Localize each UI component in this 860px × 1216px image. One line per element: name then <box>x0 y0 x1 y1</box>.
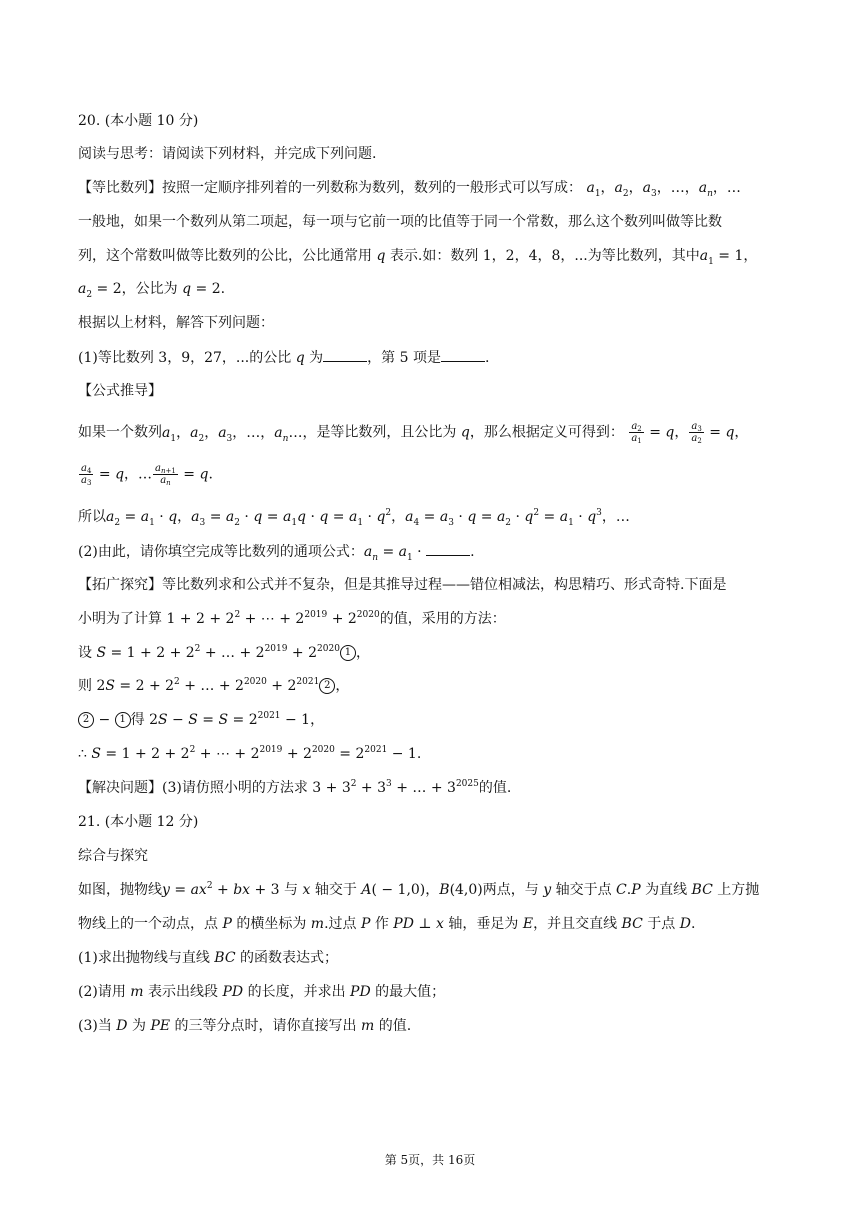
q21-header: 21. (本小题 12 分) <box>78 814 199 830</box>
q21-text-2c: .过点 <box>324 916 357 932</box>
ext-text-2b: 的值，采用的方法： <box>379 611 506 627</box>
ext-text-1: 等比数列求和公式并不复杂，但是其推导过程——错位相减法，构思精巧、形式奇特.下面是 <box>162 577 727 593</box>
answer-blank-ratio[interactable] <box>323 347 367 362</box>
formula-line-2: $\frac{a_4}{a_3}$ = q，… $\frac{a_{n+1}}{a_n}$ = q. <box>81 463 213 487</box>
section-title-formula: 【公式推导】 <box>78 383 162 399</box>
circled-1b: 1 <box>115 712 131 728</box>
formula-text-c: ，那么根据定义可得到： <box>469 424 624 441</box>
geo-def-line-1 <box>78 178 741 198</box>
q21-text-1g: 上方抛 <box>717 882 760 898</box>
q20-part1-text-b: 为 <box>309 350 324 366</box>
q21-part3-text-a: (3)当 <box>78 1018 112 1034</box>
circled-2: 2 <box>319 678 335 694</box>
geo-text-1: 按照一定顺序排列着的一列数称为数列，数列的一般形式可以写成： <box>162 180 582 196</box>
circled-1: 1 <box>340 645 356 661</box>
q21-text-2a: 物线上的一个动点，点 <box>78 916 218 932</box>
then-line: 则 $2S = 2 + 2^2$ + … + $2^{2020} + 2^{2021}$ 2 ， <box>78 677 350 694</box>
sequence-general-form: $a_1$，$a_2$，$a_3$，…，$a_n$，… <box>586 180 741 199</box>
then-prefix: 则 <box>78 678 92 694</box>
q21-text-2g: 于点 <box>647 916 676 932</box>
q21-part3-text-d: 的值. <box>378 1018 412 1034</box>
q21-text-1a: 如图，抛物线 <box>78 882 162 898</box>
q20-header: 20. (本小题 10 分) <box>78 113 199 129</box>
formula-line-1: 如果一个数列$a_1$，$a_2$，$a_3$，…，$a_n\dots$，是等比数列，且公比为 q，那么根据定义可得到： $\frac{a_2}{a_1}$ = q， $\frac{a_3}{a_2}$ = q， <box>78 421 749 445</box>
q20-part3-text-b: 的值. <box>478 780 512 796</box>
geo-text-3b: 表示.如：数列 1，2，4，8，...为等比数列，其中 <box>389 248 700 264</box>
q20-part3: 【解决问题】(3)请仿照小明的方法求 $3 + 3^2 + 3^3$ + … + $3^{2025}$的值. <box>78 779 512 796</box>
q21-line-1: 如图，抛物线$y = ax^2$ + bx + 3 与 x 轴交于 A( − 1,0)，B(4,0)两点，与 y 轴交于点 C.P 为直线 BC 上方抛 <box>78 881 760 898</box>
page-footer: 第 5页，共 16页 <box>384 1153 476 1167</box>
q20-part3-text-a: (3)请仿照小明的方法求 <box>162 780 308 796</box>
circled-2b: 2 <box>78 712 94 728</box>
let-line: 设 $S = 1 + 2 + 2^2$ + … + $2^{2019} + 2^{2020}$ 1 ， <box>78 644 370 661</box>
formula-text-b: 是等比数列，且公比为 <box>316 424 457 441</box>
q21-text-1c: 轴交于 <box>314 882 357 898</box>
q21-text-1f: 为直线 <box>645 882 688 898</box>
q21-text-1b: 与 <box>284 882 299 898</box>
q20-part2-text: (2)由此，请你填空完成等比数列的通项公式： <box>78 544 364 560</box>
q20-intro: 阅读与思考：请阅读下列材料，并完成下列问题. <box>78 146 377 162</box>
q20-part1-text-c: ，第 5 项是 <box>367 350 441 366</box>
q21-text-2f: ，并且交直线 <box>533 916 618 932</box>
geo-def-line-2: 一般地，如果一个数列从第二项起，每一项与它前一项的比值等于同一个常数，那么这个数列叫做等比数 <box>78 214 722 230</box>
formula-text-a: 如果一个数列 <box>78 424 162 441</box>
ext-line-2: 小明为了计算 $1 + 2 + 2^2$ + ⋯ + $2^{2019} + 2^{2020}$的值，采用的方法： <box>78 610 506 627</box>
q21-part2: (2)请用 m 表示出线段 PD 的长度，并求出 PD 的最大值； <box>78 984 446 1000</box>
q21-text-2b: 的横坐标为 <box>236 916 307 932</box>
q21-part3-text-b: 为 <box>131 1018 146 1034</box>
q21-part3: (3)当 D 为 PE 的三等分点时，请你直接写出 m 的值. <box>78 1018 412 1034</box>
answer-blank-fifth-term[interactable] <box>441 347 485 362</box>
q21-part3-text-c: 的三等分点时，请你直接写出 <box>174 1018 357 1034</box>
q21-text-2d: 作 <box>374 916 389 932</box>
q20-part1: (1)等比数列 3，9，27，...的公比 q 为 ，第 5 项是 . <box>78 347 489 368</box>
so-prefix: 所以 <box>78 509 106 525</box>
q21-part1: (1)求出抛物线与直线 BC 的函数表达式； <box>78 950 339 966</box>
geo-def-line-4: $a_2 = 2$，公比为 q = 2. <box>78 281 226 300</box>
therefore-line: ∴ $S = 1 + 2 + 2^2$ + ⋯ + $2^{2019} + 2^{2020} = 2^{2021} - 1$. <box>78 745 422 762</box>
answer-blank-general-term[interactable] <box>426 541 470 556</box>
geo-def-line-3: 列，这个常数叫做等比数列的公比，公比通常用 q 表示.如：数列 1，2，4，8，...为等比数列，其中$a_1 = 1$， <box>78 248 758 267</box>
q21-part1-text-b: 的函数表达式； <box>240 950 339 966</box>
q21-part2-text-b: 表示出线段 <box>148 984 219 1000</box>
get-word: 得 <box>130 712 145 728</box>
geo-text-3a: 列，这个常数叫做等比数列的公比，公比通常用 <box>78 248 372 264</box>
q21-part2-text-d: 的最大值； <box>375 984 446 1000</box>
q21-subtitle: 综合与探究 <box>78 848 148 864</box>
q21-text-2e: 轴，垂足为 <box>448 916 519 932</box>
let-prefix: 设 <box>78 645 92 661</box>
geo-text-4: ，公比为 <box>121 281 178 297</box>
q21-line-2: 物线上的一个动点，点 P 的横坐标为 m.过点 P 作 PD ⊥ x 轴，垂足为 E，并且交直线 BC 于点 D. <box>78 916 696 932</box>
ext-line-1 <box>78 575 726 595</box>
q21-part1-text: (1)求出抛物线与直线 <box>78 950 210 966</box>
basis-line: 根据以上材料，解答下列问题： <box>78 315 274 331</box>
q21-part2-text-c: 的长度，并求出 <box>247 984 346 1000</box>
so-line: 所以$a_2 = a_1 \cdot q$，$a_3 = a_2 \cdot q = a_1q \cdot q = a_1 \cdot q^2$，$a_4 = a_3 \cdot q = a_2 \cdot q^2 = a_1 \cdot q^3$，… <box>78 508 630 528</box>
subtract-line: 2 − 1 得 $2S - S = S = 2^{2021} - 1$， <box>78 710 324 730</box>
section-title-solve: 【解决问题】 <box>78 780 162 796</box>
q20-part1-text-a: (1)等比数列 3，9，27，...的公比 <box>78 350 292 366</box>
section-title-extension: 【拓广探究】 <box>78 577 162 593</box>
q21-text-1d: 两点，与 <box>482 882 539 898</box>
q20-part2: (2)由此，请你填空完成等比数列的通项公式：$a_n = a_1$ · . <box>78 541 475 562</box>
section-title-geometric: 【等比数列】 <box>78 180 162 196</box>
ext-text-2a: 小明为了计算 <box>78 611 162 627</box>
q21-part2-text-a: (2)请用 <box>78 984 126 1000</box>
q21-text-1e: 轴交于点 <box>555 882 612 898</box>
